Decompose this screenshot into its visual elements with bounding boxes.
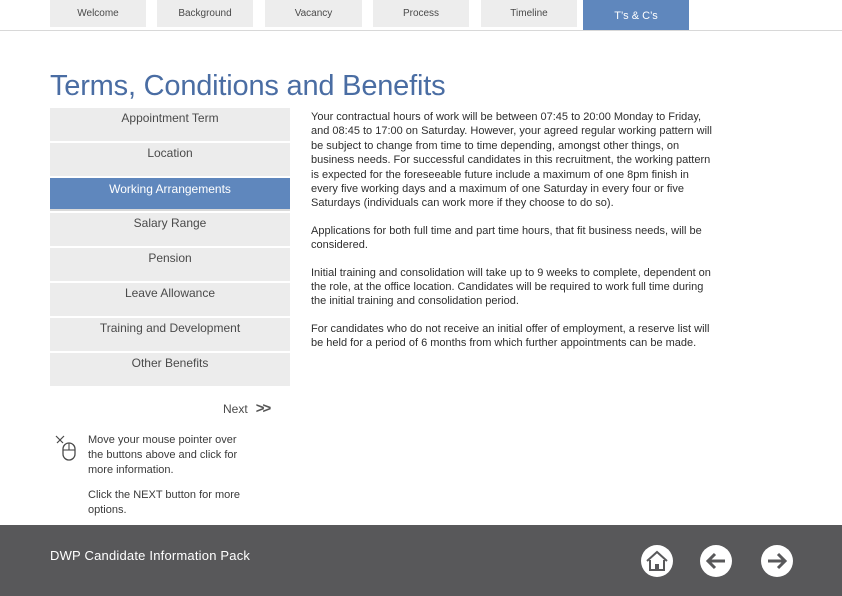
menu-item-pension[interactable] bbox=[50, 248, 290, 281]
tab-vacancy[interactable]: Vacancy bbox=[265, 0, 362, 27]
content-paragraph: Applications for both full time and part time hours, that fit business needs, will be considered. bbox=[311, 224, 702, 252]
next-button[interactable] bbox=[223, 400, 269, 417]
tab-background[interactable]: Background bbox=[157, 0, 253, 27]
tab-timeline[interactable]: Timeline bbox=[481, 0, 577, 27]
double-chevron-right-icon: >> bbox=[255, 400, 270, 417]
content-paragraph: Your contractual hours of work will be between 07:45 to 20:00 Monday to Friday, and 08:45 to 17:00 on Saturday. However, your agreed regular working pattern will be subject to change from time to time depending, amongst other things, on business needs. For successful candidates in this recruitment, the working pattern is expected for the foreseeable future include a maximum of one 8pm finish in every five working days and a maximum of one Saturday in every four or five Saturdays (individuals can work more if they choose to do so). bbox=[311, 111, 712, 210]
tab-process[interactable]: Process bbox=[373, 0, 469, 27]
next-label: Next bbox=[223, 402, 248, 416]
home-icon bbox=[641, 545, 673, 577]
hint-text bbox=[88, 433, 248, 528]
next-hint: Click the NEXT button for more options. bbox=[88, 489, 241, 516]
arrow-right-icon bbox=[761, 545, 793, 577]
header-divider bbox=[0, 30, 842, 31]
menu-item-label: Other Benefits bbox=[131, 356, 209, 370]
menu-item-label: Location bbox=[147, 146, 193, 160]
menu-item-label: Pension bbox=[148, 251, 192, 265]
content-panel bbox=[311, 110, 716, 364]
mouse-hint: Move your mouse pointer over the buttons above and click for more information. bbox=[88, 434, 238, 476]
menu-item-label: Appointment Term bbox=[121, 111, 219, 125]
footer-bar bbox=[0, 525, 842, 596]
content-paragraph: For candidates who do not receive an initial offer of employment, a reserve list will be held for a period of 6 months from which further appointments can be made. bbox=[311, 322, 710, 350]
menu-item-training-and-development[interactable] bbox=[50, 318, 290, 351]
arrow-left-icon bbox=[700, 545, 732, 577]
tab-ts-and-cs[interactable]: T’s & C’s bbox=[583, 0, 689, 31]
page-title: Terms, Conditions and Benefits bbox=[50, 70, 446, 102]
footer-title: DWP Candidate Information Pack bbox=[50, 548, 251, 563]
menu-item-label: Working Arrangements bbox=[109, 182, 231, 196]
mouse-pointer-icon bbox=[54, 434, 80, 462]
tab-welcome[interactable]: Welcome bbox=[50, 0, 146, 27]
content-paragraph: Initial training and consolidation will take up to 9 weeks to complete, dependent on the role, at the office location. Candidates will be required to work full time during the initial training and consolidation period. bbox=[311, 266, 711, 308]
menu-item-location[interactable] bbox=[50, 143, 290, 176]
top-nav bbox=[0, 0, 842, 30]
menu-item-label: Salary Range bbox=[133, 216, 207, 230]
menu-item-working-arrangements[interactable] bbox=[50, 178, 290, 211]
back-button[interactable] bbox=[700, 545, 732, 577]
menu-item-appointment-term[interactable] bbox=[50, 108, 290, 141]
menu-item-label: Training and Development bbox=[99, 321, 241, 335]
home-button[interactable] bbox=[641, 545, 673, 577]
menu-item-label: Leave Allowance bbox=[124, 286, 216, 300]
menu-item-salary-range[interactable] bbox=[50, 213, 290, 246]
menu-item-leave-allowance[interactable] bbox=[50, 283, 290, 316]
menu-item-other-benefits[interactable] bbox=[50, 353, 290, 386]
forward-button[interactable] bbox=[761, 545, 793, 577]
